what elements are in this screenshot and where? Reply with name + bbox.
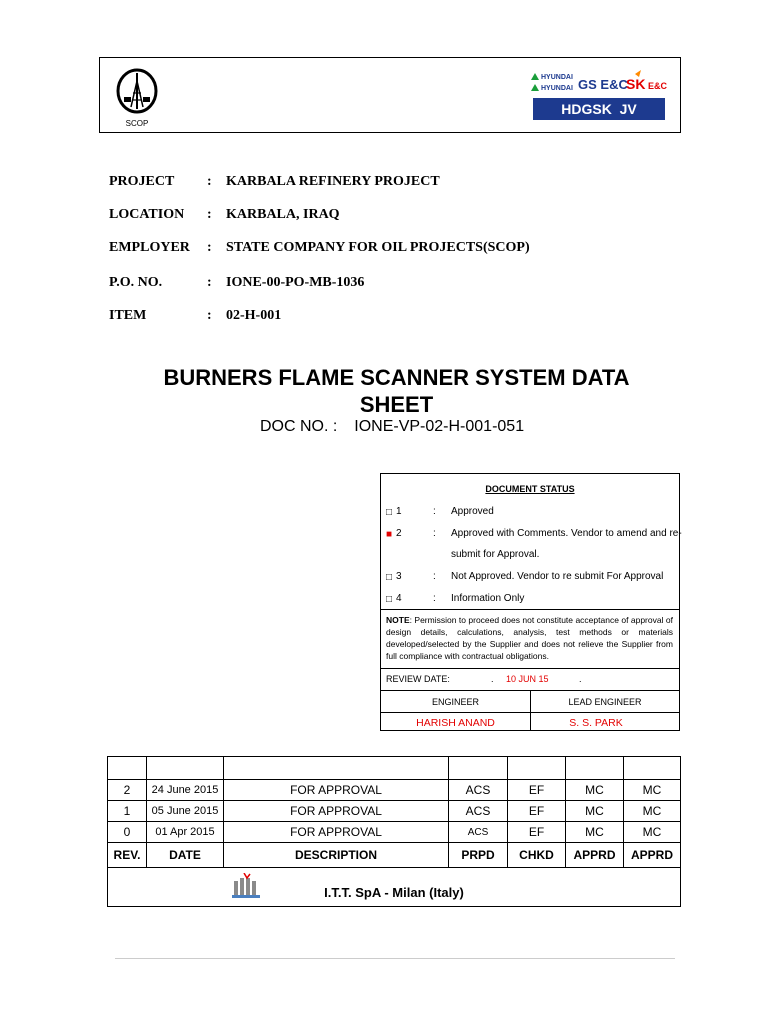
table-row [108, 780, 681, 801]
prpd-cell: ACS [449, 822, 508, 843]
table-row [108, 822, 681, 843]
engineer-name: HARISH ANAND [416, 717, 495, 729]
status-text: Information Only [451, 593, 525, 604]
lead-engineer-label: LEAD ENGINEER [568, 697, 642, 707]
checked-box-icon: ■ [386, 529, 393, 540]
note-paragraph [386, 614, 673, 662]
footer-divider [115, 958, 675, 959]
apprd-cell: MC [624, 780, 681, 801]
note-text: : Permission to proceed does not constitute acceptance of approval of design details, calculations, analysis, test methods or materials developed/selected by the Supplier and does not relieve the Supplier from full compliance with contractual obligations. [386, 615, 673, 661]
svg-text:HYUNDAI: HYUNDAI [541, 85, 573, 92]
document-status-box [380, 473, 680, 731]
divider [381, 712, 679, 713]
divider [381, 609, 679, 610]
info-colon: : [207, 174, 212, 189]
document-title [100, 364, 693, 418]
status-text: Approved with Comments. Vendor to amend and re- [451, 528, 682, 539]
chkd-cell: EF [508, 822, 566, 843]
scop-logo [112, 67, 162, 129]
revision-table [107, 756, 681, 907]
rev-cell: 1 [108, 801, 147, 822]
header-logo-box [99, 57, 681, 133]
column-header: APPRD [624, 843, 681, 868]
apprd-cell: MC [566, 822, 624, 843]
date-cell: 01 Apr 2015 [147, 822, 224, 843]
info-value: 02-H-001 [226, 308, 282, 323]
checkbox-icon: □ [386, 572, 393, 583]
svg-text:HYUNDAI: HYUNDAI [541, 74, 573, 81]
doc-number [260, 418, 524, 436]
status-text: Approved [451, 506, 494, 517]
description-cell: FOR APPROVAL [224, 780, 449, 801]
checkbox-icon: □ [386, 507, 393, 518]
info-colon: : [207, 308, 212, 323]
status-colon: : [433, 506, 436, 517]
lead-engineer-name: S. S. PARK [569, 717, 623, 729]
column-header: CHKD [508, 843, 566, 868]
apprd-cell: MC [624, 801, 681, 822]
info-label: P.O. NO. [109, 275, 163, 290]
column-header: REV. [108, 843, 147, 868]
title-line-1: BURNERS FLAME SCANNER SYSTEM DATA [163, 365, 630, 390]
info-label: LOCATION [109, 207, 185, 222]
itt-logo [230, 873, 266, 899]
info-value: IONE-00-PO-MB-1036 [226, 275, 365, 290]
company-row [108, 868, 681, 907]
prpd-cell: ACS [449, 780, 508, 801]
svg-text:HDGSK JV: HDGSK JV [561, 101, 637, 117]
doc-number-value: IONE-VP-02-H-001-051 [354, 418, 525, 435]
status-number: 2 [396, 528, 402, 539]
info-label: EMPLOYER [109, 240, 190, 255]
status-text-cont: submit for Approval. [451, 549, 540, 560]
table-row [108, 757, 681, 780]
engineer-label: ENGINEER [431, 697, 479, 707]
info-value: STATE COMPANY FOR OIL PROJECTS(SCOP) [226, 240, 530, 255]
apprd-cell: MC [566, 801, 624, 822]
status-number: 1 [396, 506, 402, 517]
scop-logo-text: SCOP [125, 119, 149, 128]
info-colon: : [207, 207, 212, 222]
info-value: KARBALA REFINERY PROJECT [226, 174, 440, 189]
column-header: PRPD [449, 843, 508, 868]
info-colon: : [207, 275, 212, 290]
hdgsk-jv-logo [531, 70, 667, 122]
column-header: DATE [147, 843, 224, 868]
info-label: ITEM [109, 308, 147, 323]
table-header-row [108, 843, 681, 868]
svg-text:GS E&C: GS E&C [578, 77, 628, 92]
divider [381, 668, 679, 669]
review-dot: . [579, 674, 582, 684]
review-dot: . [491, 674, 494, 684]
info-label: PROJECT [109, 174, 175, 189]
description-cell: FOR APPROVAL [224, 822, 449, 843]
checkbox-icon: □ [386, 594, 393, 605]
date-cell: 05 June 2015 [147, 801, 224, 822]
info-value: KARBALA, IRAQ [226, 207, 340, 222]
note-label: NOTE [386, 615, 410, 625]
doc-number-label: DOC NO. : [260, 418, 338, 435]
info-colon: : [207, 240, 212, 255]
rev-cell: 2 [108, 780, 147, 801]
column-header: DESCRIPTION [224, 843, 449, 868]
svg-text:SK: SK [626, 76, 646, 92]
title-line-2: SHEET [359, 392, 434, 417]
status-text: Not Approved. Vendor to re submit For Approval [451, 571, 664, 582]
status-number: 4 [396, 593, 402, 604]
apprd-cell: MC [624, 822, 681, 843]
rev-cell: 0 [108, 822, 147, 843]
svg-text:E&C: E&C [648, 81, 667, 91]
status-colon: : [433, 593, 436, 604]
apprd-cell: MC [566, 780, 624, 801]
description-cell: FOR APPROVAL [224, 801, 449, 822]
prpd-cell: ACS [449, 801, 508, 822]
status-colon: : [433, 528, 436, 539]
date-cell: 24 June 2015 [147, 780, 224, 801]
chkd-cell: EF [508, 780, 566, 801]
table-row [108, 801, 681, 822]
status-colon: : [433, 571, 436, 582]
review-date-label: REVIEW DATE: [386, 674, 450, 684]
status-number: 3 [396, 571, 402, 582]
column-header: APPRD [566, 843, 624, 868]
company-name: I.T.T. SpA - Milan (Italy) [324, 884, 464, 900]
chkd-cell: EF [508, 801, 566, 822]
document-status-heading: DOCUMENT STATUS [485, 484, 575, 494]
review-date-value: 10 JUN 15 [506, 674, 549, 684]
